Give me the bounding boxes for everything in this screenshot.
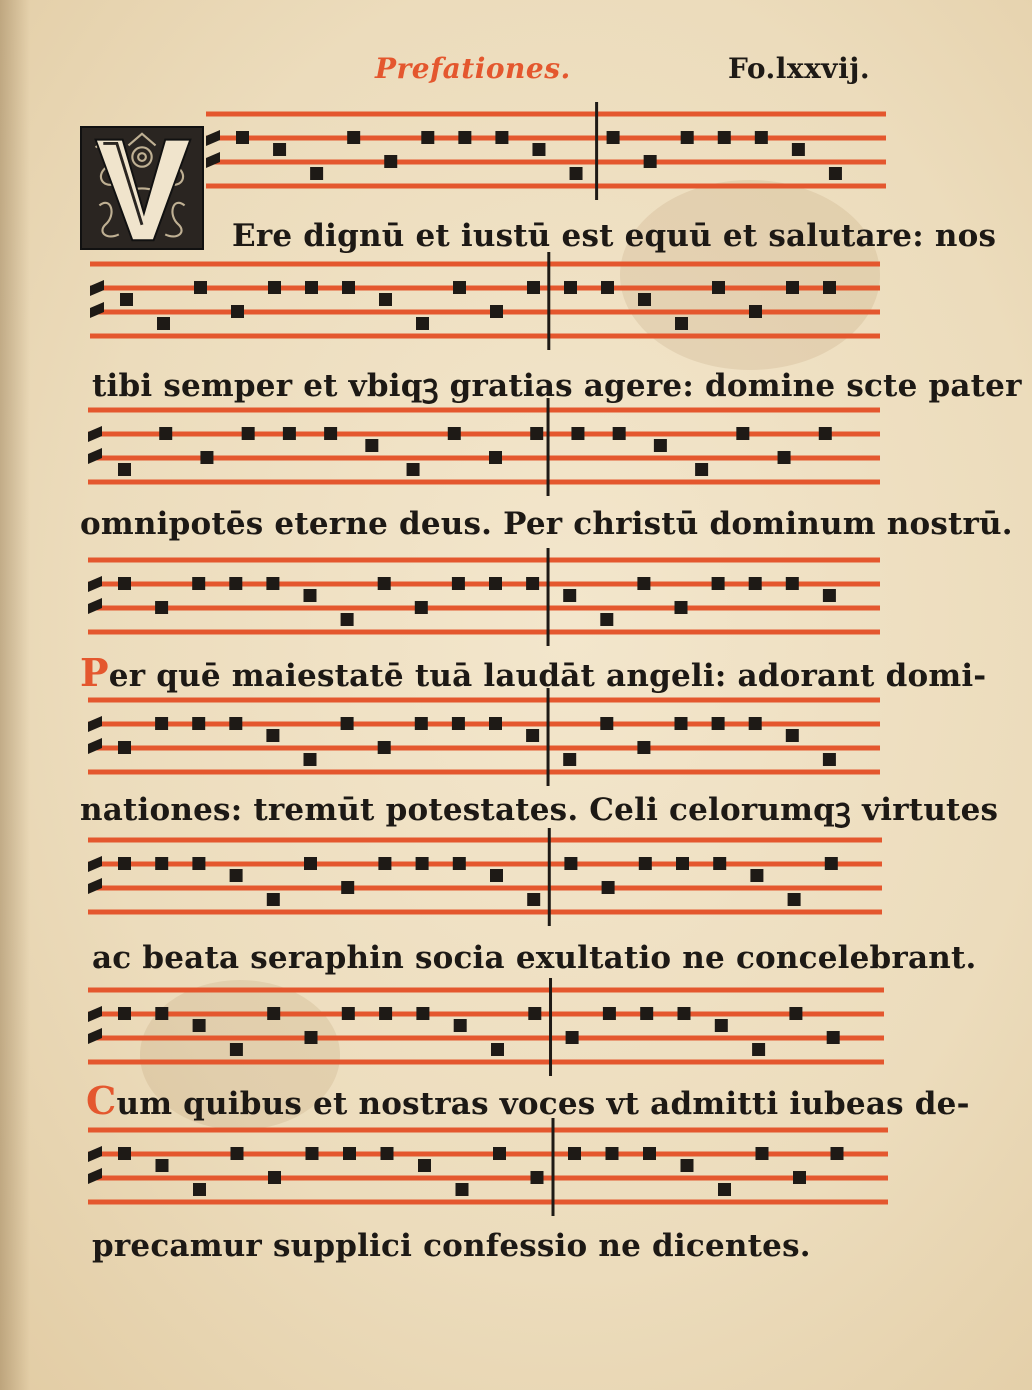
chant-note [343,1147,356,1160]
chant-note [644,155,657,168]
chant-note [489,577,502,590]
chant-note [416,857,429,870]
chant-note [675,601,688,614]
chant-note [421,131,434,144]
chant-note [268,1171,281,1184]
chant-note [381,1147,394,1160]
chant-note [675,317,688,330]
chant-note [749,305,762,318]
chant-note [304,753,317,766]
lyric-line-7 [86,1078,970,1123]
chant-note [118,741,131,754]
chant-note [242,427,255,440]
chant-note [638,293,651,306]
chant-note [378,577,391,590]
lyric-initial: C [86,1078,117,1123]
chant-note [603,1007,616,1020]
chant-note [532,143,545,156]
chant-note [600,613,613,626]
chant-note [342,1007,355,1020]
chant-note [453,281,466,294]
chant-note [200,451,213,464]
chant-note [786,281,799,294]
chant-note [489,451,502,464]
lyric-text: nationes: tremūt potestates. Celi celorumqꝫ virtutes [80,792,999,828]
chant-note [676,857,689,870]
chant-note [193,1019,206,1032]
chant-note [415,717,428,730]
chant-note [304,857,317,870]
chant-note [407,463,420,476]
chant-note [231,305,244,318]
chant-note [493,1147,506,1160]
chant-note [600,717,613,730]
chant-note [788,893,801,906]
chant-note [194,281,207,294]
chant-note [564,857,577,870]
chant-note [602,881,615,894]
chant-note [454,1019,467,1032]
chant-note [273,143,286,156]
chant-note [613,427,626,440]
chant-note [637,741,650,754]
chant-note [415,601,428,614]
chant-note [416,317,429,330]
lyric-text: precamur supplici confessio ne dicentes. [92,1228,811,1264]
chant-note [749,717,762,730]
chant-note [675,717,688,730]
chant-note [756,1147,769,1160]
chant-note [378,741,391,754]
chant-note [347,131,360,144]
chant-note [639,857,652,870]
lyric-text: Ere dignū et iustū est equū et salutare: nos [232,218,997,254]
chant-note [643,1147,656,1160]
chant-note [341,613,354,626]
chant-note [823,281,836,294]
clef-mark [88,1006,102,1044]
lyric-text: omnipotēs eterne deus. Per christū dominum nostrū. [80,506,1013,542]
chant-note [681,1159,694,1172]
chant-note [819,427,832,440]
chant-note [231,1147,244,1160]
lyric-line-8 [92,1220,811,1264]
chant-note [305,281,318,294]
chant-note [718,1183,731,1196]
clef-mark [88,856,102,894]
lyric-line-2 [92,360,1022,404]
clef-mark [88,716,102,754]
chant-note [712,717,725,730]
chant-note [448,427,461,440]
chant-note [831,1147,844,1160]
chant-note [304,589,317,602]
chant-note [829,167,842,180]
lyric-line-5 [80,784,999,828]
chant-note [637,577,650,590]
chant-note [607,131,620,144]
chant-note [452,577,465,590]
lyric-text: tibi semper et vbiqꝫ gratias agere: domine scte pater [92,368,1022,404]
chant-note [229,577,242,590]
chant-note [342,281,355,294]
chant-note [118,463,131,476]
chant-note [827,1031,840,1044]
lyric-line-4 [80,650,987,695]
chant-note [752,1043,765,1056]
clef-mark [90,280,104,318]
running-head: Prefationes. [375,52,571,85]
chant-note [266,729,279,742]
chant-note [418,1159,431,1172]
chant-note [712,281,725,294]
chant-note [379,1007,392,1020]
chant-note [778,451,791,464]
chant-note [755,131,768,144]
chant-note [695,463,708,476]
chant-note [155,601,168,614]
clef-mark [88,1146,102,1184]
chant-note [786,577,799,590]
chant-note [456,1183,469,1196]
chant-note [267,893,280,906]
chant-note [825,857,838,870]
chant-note [527,893,540,906]
chant-note [452,717,465,730]
chant-note [527,281,540,294]
chant-note [267,1007,280,1020]
chant-note [490,869,503,882]
chant-note [530,427,543,440]
chant-note [159,427,172,440]
lyric-text: ac beata seraphin socia exultatio ne concelebrant. [92,940,977,976]
chant-note [229,717,242,730]
chant-note [155,717,168,730]
chant-note [365,439,378,452]
chant-note [305,1031,318,1044]
chant-note [268,281,281,294]
chant-note [155,857,168,870]
chant-note [236,131,249,144]
chant-note [306,1147,319,1160]
chant-note [736,427,749,440]
chant-note [531,1171,544,1184]
folio-number: Fo.lxxvij. [728,52,871,85]
lyric-text: er quē maiestatē tuā laudāt angeli: adorant domi- [108,658,987,694]
chant-note [341,881,354,894]
chant-note [491,1043,504,1056]
chant-note [640,1007,653,1020]
chant-note [378,857,391,870]
clef-mark [88,576,102,614]
chant-note [120,293,133,306]
chant-note [230,869,243,882]
chant-note [528,1007,541,1020]
chant-note [155,1007,168,1020]
chant-note [718,131,731,144]
chant-note [324,427,337,440]
chant-note [571,427,584,440]
chant-note [193,1183,206,1196]
chant-note [192,857,205,870]
chant-note [570,167,583,180]
chant-note [786,729,799,742]
chant-note [192,717,205,730]
chant-note [678,1007,691,1020]
chant-note [823,589,836,602]
clef-mark [88,426,102,464]
chant-note [713,857,726,870]
chant-note [715,1019,728,1032]
chant-note [118,1147,131,1160]
chant-note [568,1147,581,1160]
chant-note [495,131,508,144]
chant-note [712,577,725,590]
lyric-line-1 [232,210,997,254]
chant-note [654,439,667,452]
lyric-initial: P [80,650,109,695]
chant-note [566,1031,579,1044]
clef-mark [206,130,220,168]
chant-note [192,577,205,590]
chant-note [157,317,170,330]
chant-note [792,143,805,156]
chant-note [118,577,131,590]
chant-note [310,167,323,180]
chant-note [750,869,763,882]
chant-note [564,281,577,294]
chant-note [563,589,576,602]
chant-note [601,281,614,294]
lyric-line-6 [92,932,977,976]
chant-note [823,753,836,766]
chant-note [453,857,466,870]
chant-note [563,753,576,766]
chant-note [681,131,694,144]
chant-note [526,729,539,742]
chant-note [458,131,471,144]
chant-note [490,305,503,318]
chant-note [789,1007,802,1020]
chant-note [230,1043,243,1056]
chant-note [416,1007,429,1020]
chant-note [341,717,354,730]
chant-note [793,1171,806,1184]
chant-note [156,1159,169,1172]
chant-note [749,577,762,590]
chant-note [266,577,279,590]
chant-note [489,717,502,730]
chant-note [118,1007,131,1020]
lyric-text: um quibus et nostras voces vt admitti iubeas de- [116,1086,970,1122]
lyric-line-3 [80,498,1013,542]
chant-note [283,427,296,440]
chant-note [384,155,397,168]
chant-note [526,577,539,590]
chant-note [379,293,392,306]
chant-note [606,1147,619,1160]
chant-note [118,857,131,870]
